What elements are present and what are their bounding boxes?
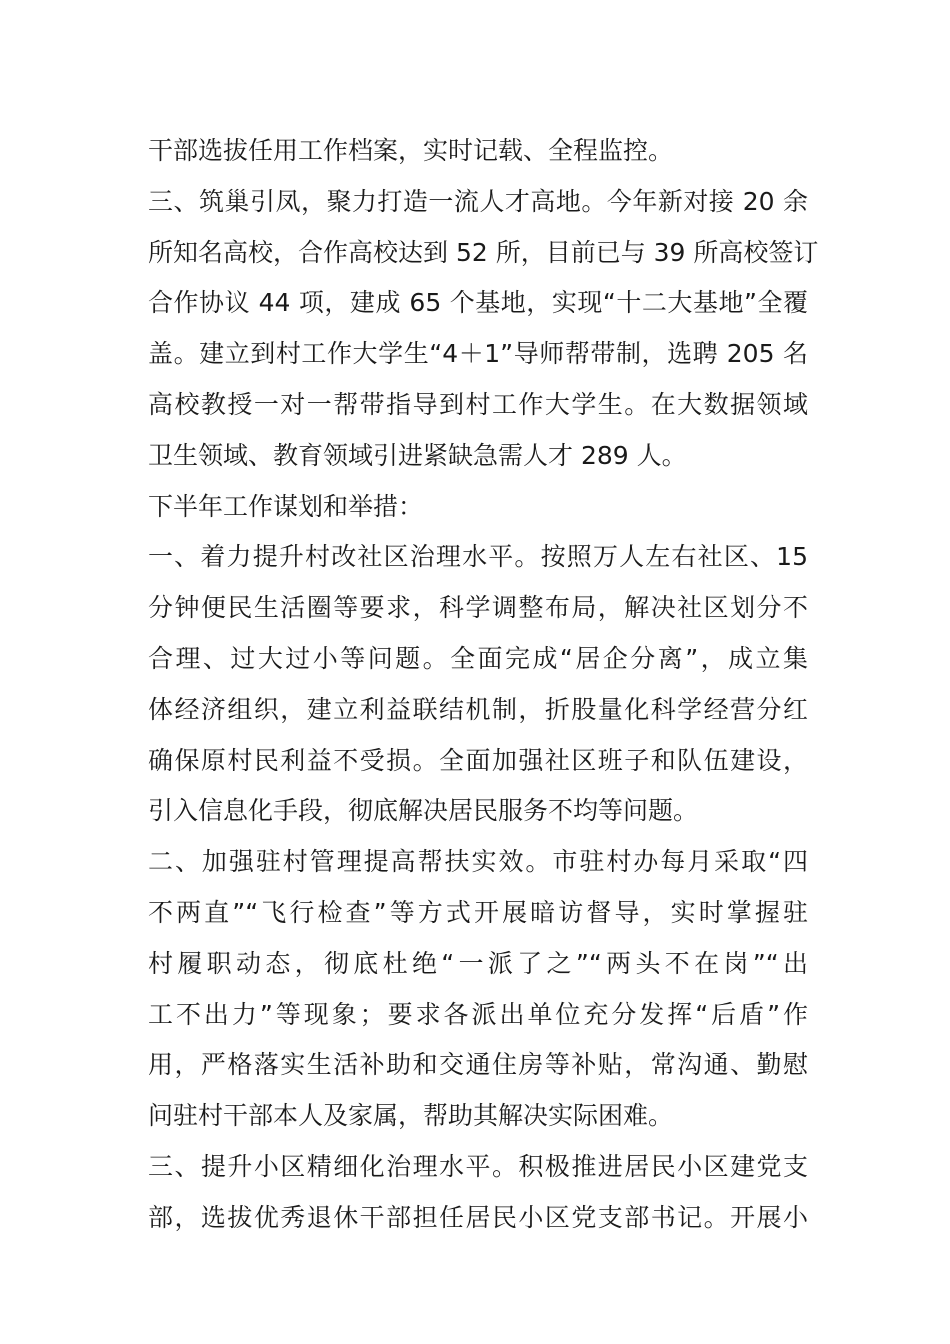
text-line: 盖。建立到村工作大学生“4＋1”导师帮带制，选聘 205 名 — [148, 339, 808, 369]
text-line: 问驻村干部本人及家属，帮助其解决实际困难。 — [148, 1101, 674, 1131]
text-line: 卫生领域、教育领域引进紧缺急需人才 289 人。 — [148, 440, 687, 470]
text-line: 所知名高校，合作高校达到 52 所，目前已与 39 所高校签订 — [148, 237, 819, 267]
section-heading: 下半年工作谋划和举措： — [148, 491, 424, 521]
text-line: 合理、过大过小等问题。全面完成“居企分离”，成立集 — [148, 643, 808, 673]
text-line: 干部选拔任用工作档案，实时记载、全程监控。 — [148, 136, 674, 165]
text-line: 一、着力提升村改社区治理水平。按照万人左右社区、15 — [148, 542, 808, 572]
text-line: 部，选拔优秀退休干部担任居民小区党支部书记。开展小 — [148, 1202, 808, 1232]
text-line: 不两直”“飞行检查”等方式开展暗访督导，实时掌握驻 — [148, 897, 808, 927]
text-line: 合作协议 44 项，建成 65 个基地，实现“十二大基地”全覆 — [148, 288, 808, 318]
text-line: 高校教授一对一帮带指导到村工作大学生。在大数据领域 — [148, 389, 808, 419]
text-line: 村履职动态，彻底杜绝“一派了之”“两头不在岗”“出 — [148, 948, 808, 978]
text-line: 二、加强驻村管理提高帮扶实效。市驻村办每月采取“四 — [148, 847, 808, 877]
text-line: 确保原村民利益不受损。全面加强社区班子和队伍建设， — [148, 745, 808, 775]
text-line: 体经济组织，建立利益联结机制，折股量化科学经营分红 — [148, 694, 808, 724]
text-line: 三、筑巢引凤，聚力打造一流人才高地。今年新对接 20 余 — [148, 186, 808, 216]
text-line: 三、提升小区精细化治理水平。积极推进居民小区建党支 — [148, 1151, 808, 1181]
text-line: 引入信息化手段，彻底解决居民服务不均等问题。 — [148, 796, 699, 826]
text-line: 工不出力”等现象；要求各派出单位充分发挥“后盾”作 — [148, 999, 808, 1029]
text-line: 分钟便民生活圈等要求，科学调整布局，解决社区划分不 — [148, 593, 808, 623]
document-body — [148, 126, 819, 1244]
text-line: 用，严格落实生活补助和交通住房等补贴，常沟通、勤慰 — [148, 1050, 808, 1080]
